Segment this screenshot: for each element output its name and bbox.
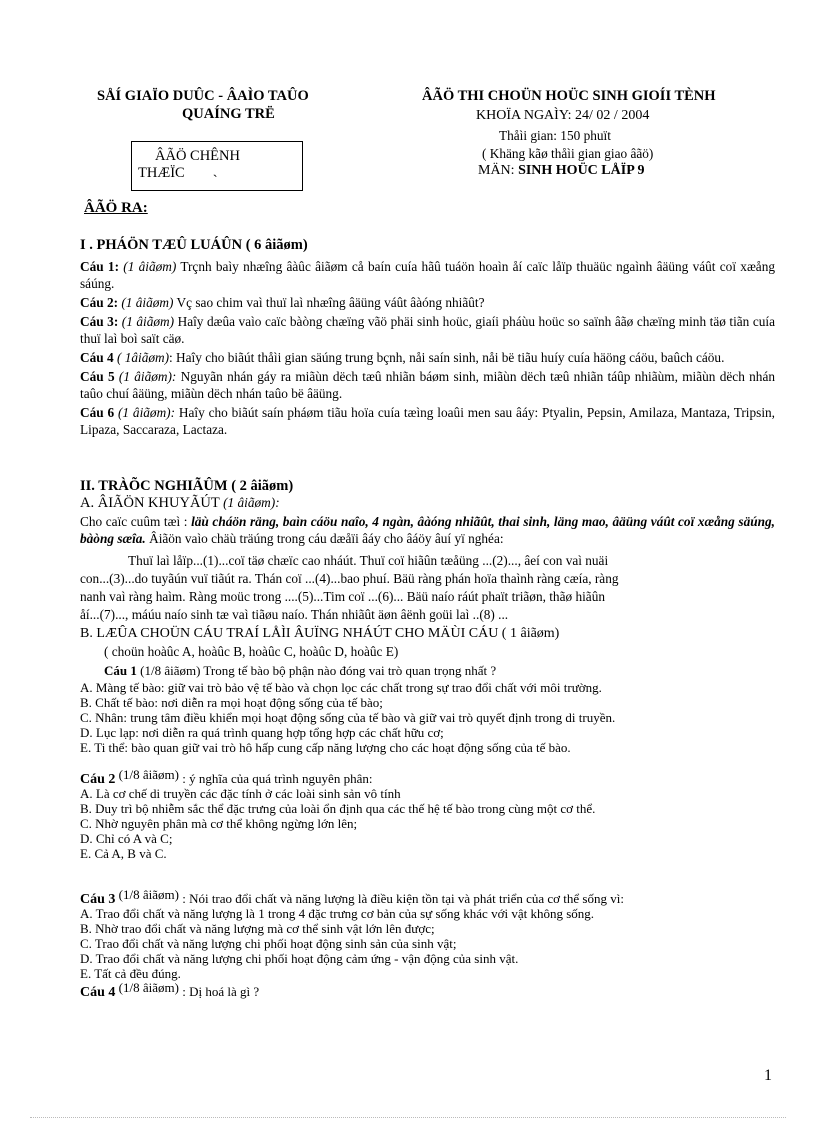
question-points: (1 âiãøm): xyxy=(114,405,176,420)
header-exam-title: ÂÃÖ THI CHOÜN HOÜC SINH GIOÍI TÈNH xyxy=(422,88,716,104)
question-label: Cáu 5 xyxy=(80,369,115,384)
part2-a-heading: A. ÂIÃÖN KHUYÃÚT xyxy=(80,495,220,511)
header-province: QUAÍNG TRË xyxy=(182,106,275,122)
header-subject xyxy=(478,162,644,179)
q3-options xyxy=(80,906,594,981)
official-exam-label-2-text: THÆÏC xyxy=(138,165,185,181)
option-d: D. Chỉ có A và C; xyxy=(80,831,173,846)
part2-b-title: B. LÆÛA CHOÜN CÁU TRAÍ LÅÌI ÂUÏNG NHÁÚT CHO MÄÙI CÁU ( 1 âiãøm) xyxy=(80,626,560,641)
q2-options xyxy=(80,786,595,861)
part1-question xyxy=(80,258,775,292)
part2-b-subtitle: ( choün hoàûc A, hoàûc B, hoàûc C, hoàûc D, hoàûc E) xyxy=(104,644,399,659)
option-a: A. Là cơ chế di truyền các đặc tính ở các loài sinh sản vô tính xyxy=(80,786,401,801)
question-text: Trçnh baìy nhæîng âàûc âiãøm cå baín cuía hãû tuáön hoaìn åí caïc låïp thuäüc ngaình âäüng váût coï xæång sáúng. xyxy=(80,259,776,291)
part1-question xyxy=(80,368,775,402)
part1-question xyxy=(80,313,775,347)
part2-a-prompt xyxy=(80,513,775,547)
option-e: E. Ti thể: bào quan giữ vai trò hô hấp cung cấp năng lượng cho các hoạt động sống của tế bào. xyxy=(80,740,571,755)
mc-question-4 xyxy=(80,980,260,1000)
header-duration: Thåìi gian: 150 phuït xyxy=(499,128,611,143)
part2-a-words: läù cháön räng, baìn cáöu naîo, 4 ngàn, âàóng nhiãût, thai sinh, läng mao, âäüng váût coï xæång säúng, bàòng sæîa. xyxy=(80,514,775,546)
part1-question xyxy=(80,349,775,366)
part1-question-list xyxy=(80,258,775,438)
option-e: E. Cả A, B và C. xyxy=(80,846,167,861)
question-label: Cáu 3: xyxy=(80,314,119,329)
header-exam-date: KHOÏA NGAÌY: 24/ 02 / 2004 xyxy=(476,108,650,123)
part1-question xyxy=(80,404,775,438)
option-d: D. Lục lạp: nơi diễn ra quá trình quang hợp tổng hợp các chất hữu cơ; xyxy=(80,725,444,740)
option-c: C. Nhân: trung tâm điều khiển mọi hoạt động sống của tế bào và giữ vai trò quyết định trong di truyền. xyxy=(80,710,616,725)
part2-a-title xyxy=(80,495,280,512)
question-label: Cáu 1 xyxy=(104,663,137,678)
mc-question-1 xyxy=(104,663,496,678)
question-text: Nguyãn nhán gáy ra miãùn dëch tæû nhiãn báøm sinh, miãùn dëch tæû nhiãn táûp nhiãùm, miãùn dëch nhán taûo chuí âäüng, miãùn dëch nhán taûo bë âäüng. xyxy=(80,369,775,401)
part1-title: I . PHÁÖN TÆÛ LUÁÛN ( 6 âiãøm) xyxy=(80,237,308,253)
question-text: : Haîy cho biãút thåìi gian säúng trung bçnh, nåi saín sinh, nåi bë tiãu huíy cuía häöng cáöu, baûch cáöu. xyxy=(169,350,725,365)
page-footer-divider xyxy=(30,1117,786,1118)
option-d: D. Trao đổi chất và năng lượng chi phối hoạt động cảm ứng - vận động của sinh vật. xyxy=(80,951,519,966)
header-subject-prefix: MÄN: xyxy=(478,163,515,178)
fill-line-1: Thuï laì låïp...(1)...coï täø chæïc cao nháút. Thuï coï hiãûn tæåüng ...(2)..., âeí con vaì nuäi xyxy=(128,553,609,568)
official-exam-mark: ` xyxy=(212,173,218,189)
question-text: Trong tế bào bộ phận nào đóng vai trò quan trọng nhất ? xyxy=(200,663,497,678)
question-text: : Dị hoá là gì ? xyxy=(178,984,260,999)
question-label: Cáu 2: xyxy=(80,295,119,310)
option-e: E. Tất cả đều đúng. xyxy=(80,966,181,981)
question-points: (1 âiãøm) xyxy=(121,314,175,329)
option-a: A. Màng tế bào: giữ vai trò bảo vệ tế bào và chọn lọc các chất trong sự trao đổi chất với môi trường. xyxy=(80,680,602,695)
fill-line-4: åí...(7)..., máúu naío sinh tæ vaì tiãøu naío. Thán nhiãût äøn âënh goüi laì ..(8) ... xyxy=(80,607,509,622)
option-c: C. Nhờ nguyên phân mà cơ thể không ngừng lớn lên; xyxy=(80,816,358,831)
question-points: (1/8 âiãøm) xyxy=(118,767,179,782)
question-label: Cáu 2 xyxy=(80,772,116,787)
header-duration-note: ( Khäng kãø thåìi gian giao âãö) xyxy=(482,146,654,161)
part2-title: II. TRÀÕC NGHIÃÛM ( 2 âiãøm) xyxy=(80,478,294,494)
option-b: B. Nhờ trao đổi chất và năng lượng mà cơ thể sinh vật lớn lên được; xyxy=(80,921,435,936)
part2-a-intro: Cho caïc cuûm tæì : xyxy=(80,514,188,529)
mc-question-3 xyxy=(80,887,624,907)
fill-line-3: nanh vaì ràng haìm. Ràng moüc trong ....(5)...Tim coï ...(6)... Bäü naío ráút phaït triãøn, thãø hiãûn xyxy=(80,589,605,604)
question-text: Vç sao chim vaì thuï laì nhæîng âäüng váût âàóng nhiãût? xyxy=(173,295,485,310)
question-points: (1/8 âiãøm) xyxy=(118,980,179,995)
part2-a-points: (1 âiãøm): xyxy=(223,495,280,510)
option-a: A. Trao đổi chất và năng lượng là 1 trong 4 đặc trưng cơ bản của sự sống khác với vật không sống. xyxy=(80,906,595,921)
question-text: : Nói trao đổi chất và năng lượng là điều kiện tồn tại và phát triển của cơ thể sống vì: xyxy=(178,891,624,906)
question-label: Cáu 6 xyxy=(80,405,115,420)
question-label: Cáu 1: xyxy=(80,259,119,274)
question-points: ( 1âiãøm) xyxy=(113,350,170,365)
fill-line-2: con...(3)...do tuyãún vuï tiãút ra. Thán coï ...(4)...bao phuí. Bäü ràng phán hoïa thaình ràng cæía, ràng xyxy=(80,571,619,586)
option-b: B. Chất tế bào: nơi diễn ra mọi hoạt động sống của tế bào; xyxy=(80,695,383,710)
page-number: 1 xyxy=(764,1067,772,1084)
part1-question xyxy=(80,294,775,311)
q1-options xyxy=(80,680,615,755)
part2-a-instruction: Âiãön vaìo chäù träúng trong cáu dæåïi âáy cho âáöy âuí yï nghéa: xyxy=(145,531,504,546)
header-subject-name: SINH HOÜC LÅÏP 9 xyxy=(518,163,645,178)
exam-heading: ÂÃÖ RA: xyxy=(84,200,148,216)
option-b: B. Duy trì bộ nhiễm sắc thể đặc trưng của loài ổn định qua các thế hệ tế bào trong cùng một cơ thể. xyxy=(80,801,596,816)
question-points: (1/8 âiãøm) xyxy=(118,887,179,902)
question-points: (1 âiãøm): xyxy=(114,369,177,384)
question-points: (1 âiãøm) xyxy=(121,295,174,310)
question-text: : ý nghĩa của quá trình nguyên phân: xyxy=(178,771,373,786)
header-department: SÅÍ GIAÏO DUÛC - ÂAÌO TAÛO xyxy=(97,88,309,104)
question-label: Cáu 4 xyxy=(80,985,116,1000)
question-text: Haîy cho biãút saín pháøm tiãu hoïa cuía tæìng loaûi men sau âáy: Ptyalin, Pepsin, Amilaza, Mantaza, Tripsin, Lipaza, Saccaraza, Lactaza. xyxy=(80,405,775,437)
official-exam-label-1: ÂÃÖ CHÊNH xyxy=(155,148,240,164)
mc-question-2 xyxy=(80,767,373,787)
question-points: (1 âiãøm) xyxy=(123,259,177,274)
question-label: Cáu 3 xyxy=(80,892,116,907)
question-label: Cáu 4 xyxy=(80,350,114,365)
option-c: C. Trao đổi chất và năng lượng chi phối hoạt động sinh sản của sinh vật; xyxy=(80,936,457,951)
question-points: (1/8 âiãøm) xyxy=(140,663,201,678)
question-text: Haîy dæûa vaìo caïc bàòng chæïng vãö phäi sinh hoüc, giaíi pháùu hoüc so saïnh âãø chæïng minh täø tiãn cuía thuï laì boì saït cäø. xyxy=(80,314,776,346)
official-exam-label-2 xyxy=(138,165,218,189)
